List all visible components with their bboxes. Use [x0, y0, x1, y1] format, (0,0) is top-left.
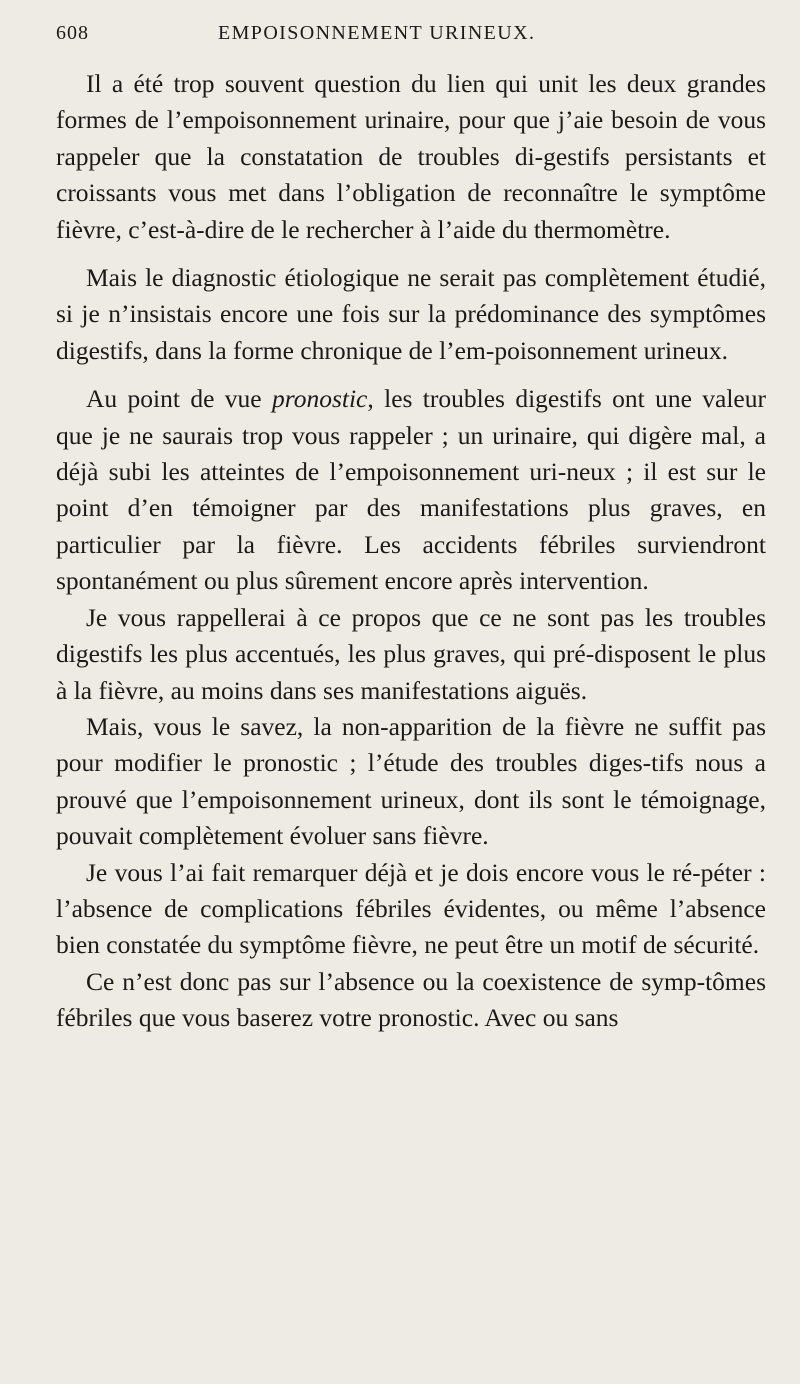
paragraph-4: Je vous rappellerai à ce propos que ce ne sont pas les troubles digestifs les plus accentués, les plus graves, qui pré-disposent le plus à la fièvre, au moins dans ses manifestations aiguës.	[56, 602, 766, 705]
paragraph-1: Il a été trop souvent question du lien qui unit les deux grandes formes de l’empoisonnement urinaire, pour que j’aie besoin de vous rappeler que la constatation de troubles di-gestifs persistants et croissants vous met dans l’obligation de reconnaître le symptôme fièvre, c’est-à-dire de le rechercher à l’aide du thermomètre.	[56, 69, 766, 244]
paragraph-3-end: , les troubles digestifs ont une valeur que je ne saurais trop vous rappeler ; un urinaire, qui digère mal, a déjà subi les atteintes de l’empoisonnement uri-neux ; il est sur le point d’en témoigner par des manifestations plus graves, en particulier par la fièvre. Les accidents fébriles surviendront spontanément ou plus sûrement encore après intervention.	[56, 384, 766, 596]
page-number: 608	[56, 22, 89, 44]
paragraph-3	[56, 381, 766, 599]
paragraph-6: Je vous l’ai fait remarquer déjà et je dois encore vous le ré-péter : l’absence de complications fébriles évidentes, ou même l’absence bien constatée du symptôme fièvre, ne peut être un motif de sécurité.	[56, 857, 766, 960]
emphasis-pronostic: pronostic	[271, 384, 368, 414]
running-title: EMPOISONNEMENT URINEUX.	[218, 22, 536, 44]
paragraph-3-start: Au point de vue	[86, 384, 272, 414]
body-text	[56, 66, 766, 1037]
running-head	[56, 14, 766, 48]
paragraph-2: Mais le diagnostic étiologique ne serait pas complètement étudié, si je n’insistais encore une fois sur la prédominance des symptômes digestifs, dans la forme chronique de l’em-poisonnement urineux.	[56, 263, 766, 365]
paragraph-5: Mais, vous le savez, la non-apparition de la fièvre ne suffit pas pour modifier le pronostic ; l’étude des troubles diges-tifs nous a prouvé que l’empoisonnement urineux, dont ils sont le témoignage, pouvait complètement évoluer sans fièvre.	[56, 711, 766, 851]
paragraph-7: Ce n’est donc pas sur l’absence ou la coexistence de symp-tômes fébriles que vous baserez votre pronostic. Avec ou sans	[56, 966, 766, 1033]
